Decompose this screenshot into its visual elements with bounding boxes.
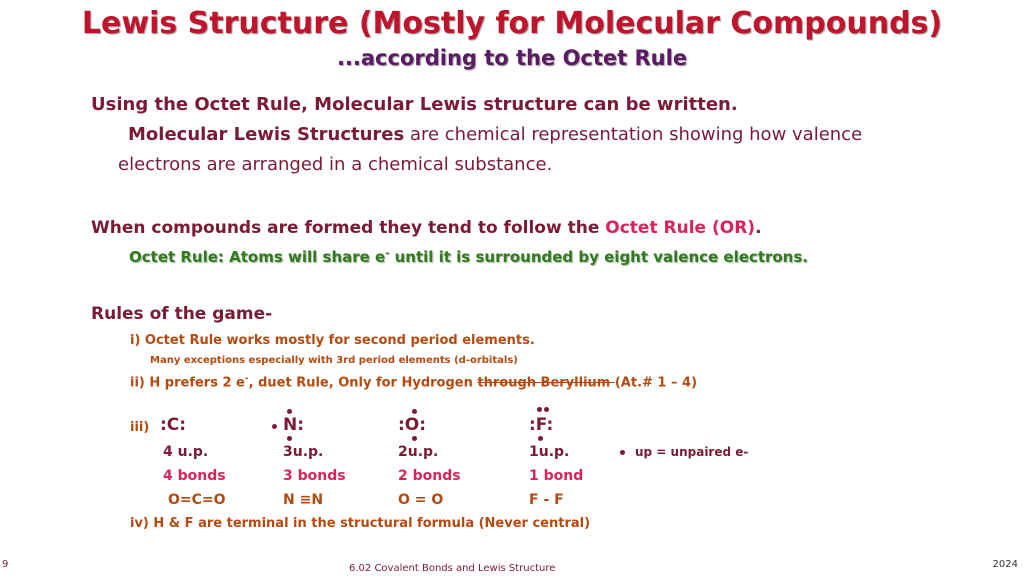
- unpaired-legend: [620, 445, 748, 459]
- lewis-definition-text: are chemical representation showing how valence: [404, 124, 863, 145]
- electron-dot-f-top-1: [537, 407, 542, 412]
- unpaired-carbon: 4 u.p.: [163, 444, 209, 460]
- formula-nitrogen: N ≡N: [283, 492, 324, 508]
- intro-line: Using the Octet Rule, Molecular Lewis structure can be written.: [91, 94, 738, 115]
- rule-4: iv) H & F are terminal in the structural formula (Never central): [130, 516, 591, 531]
- rule-2-part2: , duet Rule, Only for Hydrogen: [248, 375, 478, 391]
- lewis-definition: [128, 124, 862, 145]
- lewis-symbol-oxygen: :O:: [398, 415, 427, 435]
- legend-text: up = unpaired e-: [635, 445, 749, 459]
- bonds-carbon: 4 bonds: [163, 468, 226, 484]
- unpaired-nitrogen: 3u.p.: [283, 444, 324, 460]
- slide-number: 9: [2, 559, 9, 570]
- footer-year: 2024: [992, 559, 1018, 570]
- bonds-oxygen: 2 bonds: [398, 468, 461, 484]
- electron-dot-f-bottom: [538, 436, 543, 441]
- formula-fluorine: F - F: [529, 492, 564, 508]
- octet-rule-name: Octet Rule (OR): [605, 218, 756, 238]
- rule-2-part1: ii) H prefers 2 e: [130, 375, 245, 391]
- rule-2: [130, 374, 697, 390]
- lewis-symbol-fluorine: :F:: [529, 415, 554, 435]
- lewis-definition-cont: electrons are arranged in a chemical substance.: [118, 154, 553, 175]
- formula-carbon: O=C=O: [168, 492, 226, 508]
- octet-def-part2: until it is surrounded by eight valence electrons.: [389, 248, 808, 266]
- unpaired-dot-icon: [620, 450, 625, 455]
- rule-2-part3: (At.# 1 – 4): [614, 375, 698, 391]
- electron-dot-f-top-2: [544, 407, 549, 412]
- octet-def-part1: Octet Rule: Atoms will share e: [129, 248, 386, 266]
- electron-dot-n-top: [287, 409, 292, 414]
- rule-3-label: iii): [130, 420, 150, 435]
- lewis-symbol-nitrogen: N:: [283, 415, 305, 435]
- unpaired-oxygen: 2u.p.: [398, 444, 439, 460]
- octet-def-sup: -: [385, 248, 390, 259]
- slide-title: Lewis Structure (Mostly for Molecular Compounds): [81, 6, 943, 41]
- bonds-nitrogen: 3 bonds: [283, 468, 346, 484]
- footer-title: 6.02 Covalent Bonds and Lewis Structure: [349, 563, 556, 574]
- rule-2-struck: through Beryllium: [477, 375, 615, 391]
- lewis-term: Molecular Lewis Structures: [128, 124, 405, 145]
- bonds-fluorine: 1 bond: [529, 468, 584, 484]
- formula-oxygen: O = O: [398, 492, 444, 508]
- octet-rule-definition: [129, 248, 808, 266]
- compounds-end: .: [755, 218, 762, 238]
- rules-heading: Rules of the game-: [91, 304, 273, 324]
- compounds-lead: When compounds are formed they tend to follow the: [91, 218, 606, 238]
- rule-1-note: Many exceptions especially with 3rd period elements (d-orbitals): [150, 355, 518, 366]
- lewis-symbol-carbon: :C:: [160, 415, 187, 435]
- electron-dot-n-left: [272, 424, 277, 429]
- electron-dot-n-bottom: [287, 436, 292, 441]
- compounds-statement: [91, 218, 762, 238]
- electron-dot-o-bottom: [412, 436, 417, 441]
- rule-1: i) Octet Rule works mostly for second period elements.: [130, 333, 535, 348]
- electron-dot-o-top: [412, 409, 417, 414]
- rule-2-sup: -: [244, 374, 249, 384]
- unpaired-fluorine: 1u.p.: [529, 444, 570, 460]
- slide-subtitle: ...according to the Octet Rule: [336, 46, 688, 70]
